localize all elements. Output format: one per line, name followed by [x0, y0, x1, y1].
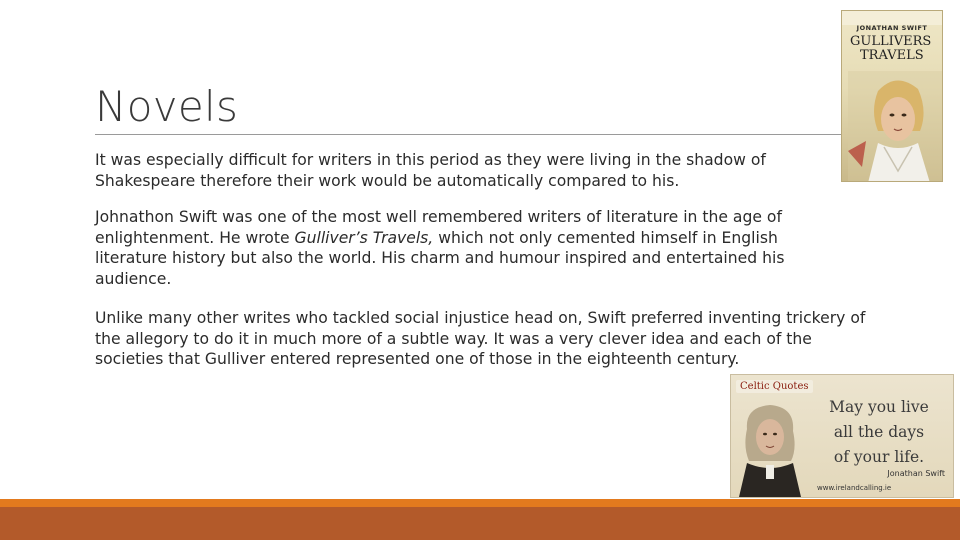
book-title-italic: Gulliver’s Travels,	[294, 228, 434, 247]
footer-accent-stripe	[0, 499, 960, 507]
paragraph-swift-text-start: Johnathon Swift was one of the most well remembered writers of literature in the age of enlightenment. He wrote	[95, 208, 782, 247]
quote-author: Jonathan Swift	[887, 469, 945, 478]
paragraph-allegory: Unlike many other writes who tackled social injustice head on, Swift preferred inventing trickery of the allegory to do it in much more of a subtle way. It was a very clever idea and each of the societies that Gulliver entered represented one of those in the eighteenth century.	[95, 309, 866, 369]
quote-url: www.irelandcalling.ie	[817, 484, 892, 492]
gullivers-travels-cover-image	[841, 10, 943, 182]
cover-top-band	[842, 11, 942, 25]
quote-text	[809, 395, 949, 470]
title-divider	[95, 134, 855, 135]
footer-accent-bar	[0, 499, 960, 540]
quote-line1: May you live	[829, 398, 929, 416]
cover-title-line1: GULLIVERS	[850, 34, 932, 49]
cover-author: JONATHAN SWIFT	[856, 24, 928, 32]
slide-title: Novels	[95, 82, 239, 131]
swift-quote-image	[730, 374, 954, 498]
quote-line2: all the days	[833, 423, 925, 441]
paragraph-swift	[95, 207, 830, 289]
quote-brand: Celtic Quotes	[736, 380, 813, 393]
cover-title-line2: TRAVELS	[860, 48, 924, 63]
swift-portrait-illustration	[737, 399, 803, 497]
cover-portrait-illustration	[848, 71, 943, 182]
paragraph-shakespeare: It was especially difficult for writers in this period as they were living in the shadow of Shakespeare therefore their work would be automatically compared to his.	[95, 151, 766, 190]
paragraph-swift-text-end: which not only cemented himself in English literature history but also the world. His charm and humour inspired and entertained his audience.	[95, 228, 785, 288]
cover-title	[850, 35, 940, 63]
quote-line3: of your life.	[833, 448, 925, 466]
